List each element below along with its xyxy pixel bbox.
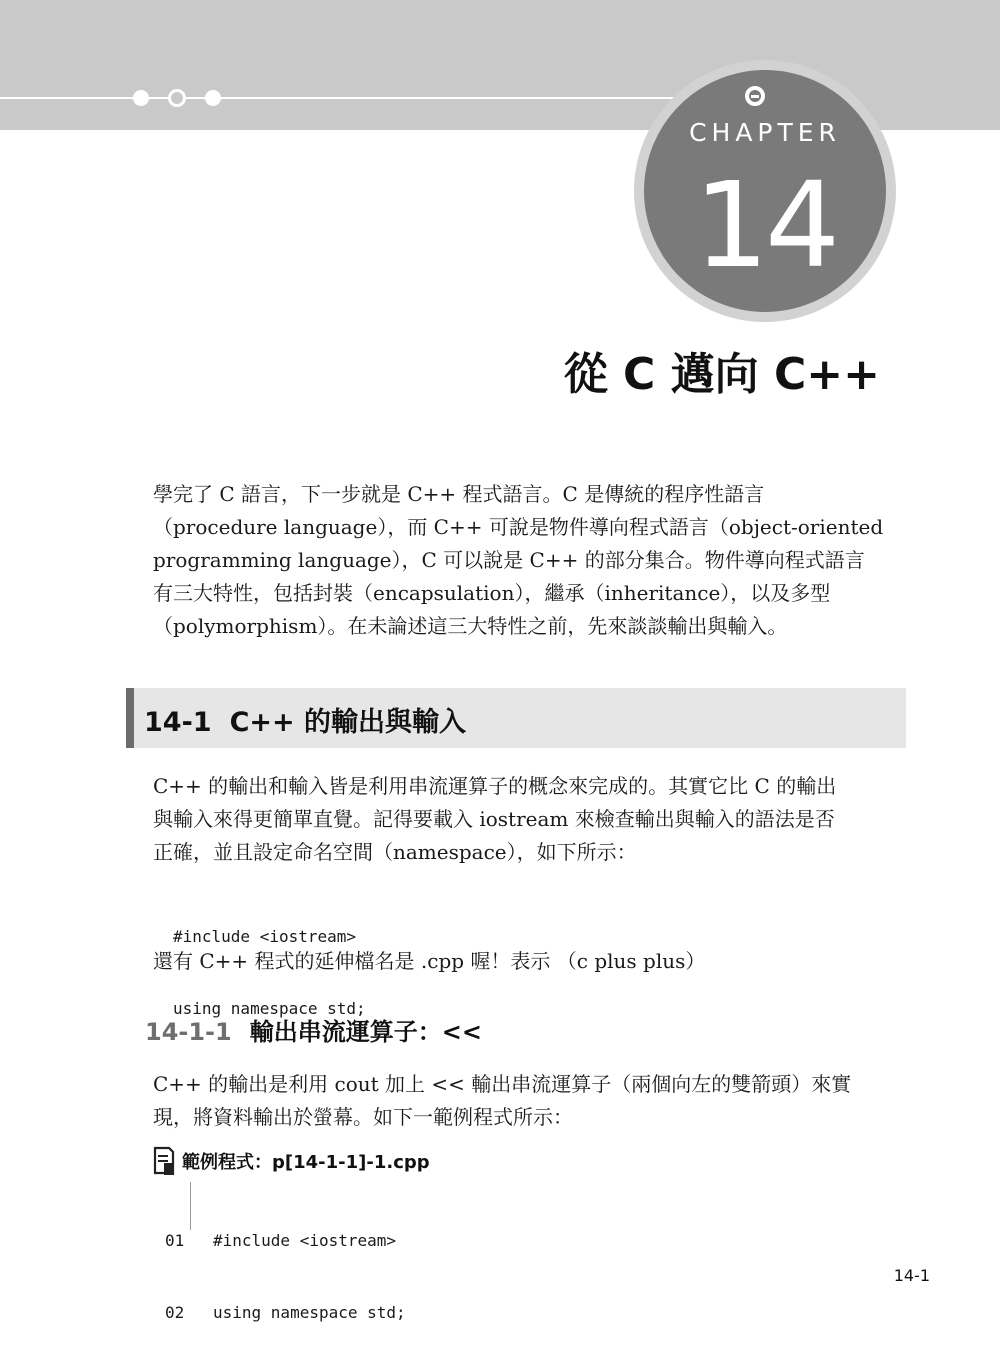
chapter-knob-icon [745, 86, 765, 106]
section-line: 與輸入來得更簡單直覺。記得要載入 iostream 來檢查輸出與輸入的語法是否 [153, 807, 835, 831]
code-line: using namespace std; [213, 1303, 406, 1322]
section-paragraph [153, 770, 905, 869]
section-line: 正確，並且設定命名空間（namespace），如下所示： [153, 840, 637, 864]
line-number: 02 [165, 1303, 185, 1322]
intro-line: 學完了 C 語言，下一步就是 C++ 程式語言。C 是傳統的程序性語言 [153, 482, 765, 506]
code-line: #include <iostream> [173, 927, 357, 946]
document-icon [152, 1146, 176, 1176]
subsection-number: 14-1-1 [145, 1018, 232, 1046]
section-title: C++ 的輸出與輸入 [229, 707, 467, 738]
decorative-ring-dot [168, 89, 186, 107]
section-heading-bar [126, 688, 906, 748]
subsection-line: 現，將資料輸出於螢幕。如下一範例程式所示： [153, 1105, 573, 1129]
intro-line: 有三大特性，包括封裝（encapsulation），繼承（inheritance），以及多型 [153, 581, 831, 605]
intro-line: （polymorphism）。在未論述這三大特性之前，先來談談輸出與輸入。 [153, 614, 788, 638]
example-label [152, 1145, 430, 1177]
header-line [0, 97, 720, 99]
decorative-dot [133, 90, 149, 106]
note-paragraph: 還有 C++ 程式的延伸檔名是 .cpp 喔！表示 （c plus plus） [153, 949, 706, 973]
intro-line: （procedure language），而 C++ 可說是物件導向程式語言（object-oriented [153, 515, 884, 539]
section-heading [144, 700, 466, 739]
subsection-title: 輸出串流運算子：<< [249, 1018, 482, 1046]
code-line: #include <iostream> [213, 1231, 397, 1250]
chapter-label: CHAPTER [689, 118, 841, 147]
section-line: C++ 的輸出和輸入皆是利用串流運算子的概念來完成的。其實它比 C 的輸出 [153, 774, 837, 798]
chapter-number: 14 [693, 156, 837, 294]
subsection-line: C++ 的輸出是利用 cout 加上 << 輸出串流運算子（兩個向左的雙箭頭）來實 [153, 1072, 852, 1096]
decorative-dot [205, 90, 221, 106]
intro-paragraph [153, 478, 905, 643]
subsection-paragraph [153, 1068, 905, 1134]
page-number: 14-1 [893, 1266, 930, 1285]
chapter-title: 從 C 邁向 C++ [563, 349, 880, 400]
example-filename: 範例程式：p[14-1-1]-1.cpp [182, 1152, 430, 1173]
code-line: using namespace std; [173, 999, 366, 1018]
section-number: 14-1 [144, 707, 212, 738]
subsection-heading [145, 1012, 482, 1047]
line-number: 01 [165, 1231, 185, 1250]
example-code [213, 1181, 406, 1349]
intro-line: programming language），C 可以說是 C++ 的部分集合。物件導向程式語言 [153, 548, 865, 572]
example-line-numbers [165, 1181, 184, 1349]
section-accent [126, 688, 134, 748]
